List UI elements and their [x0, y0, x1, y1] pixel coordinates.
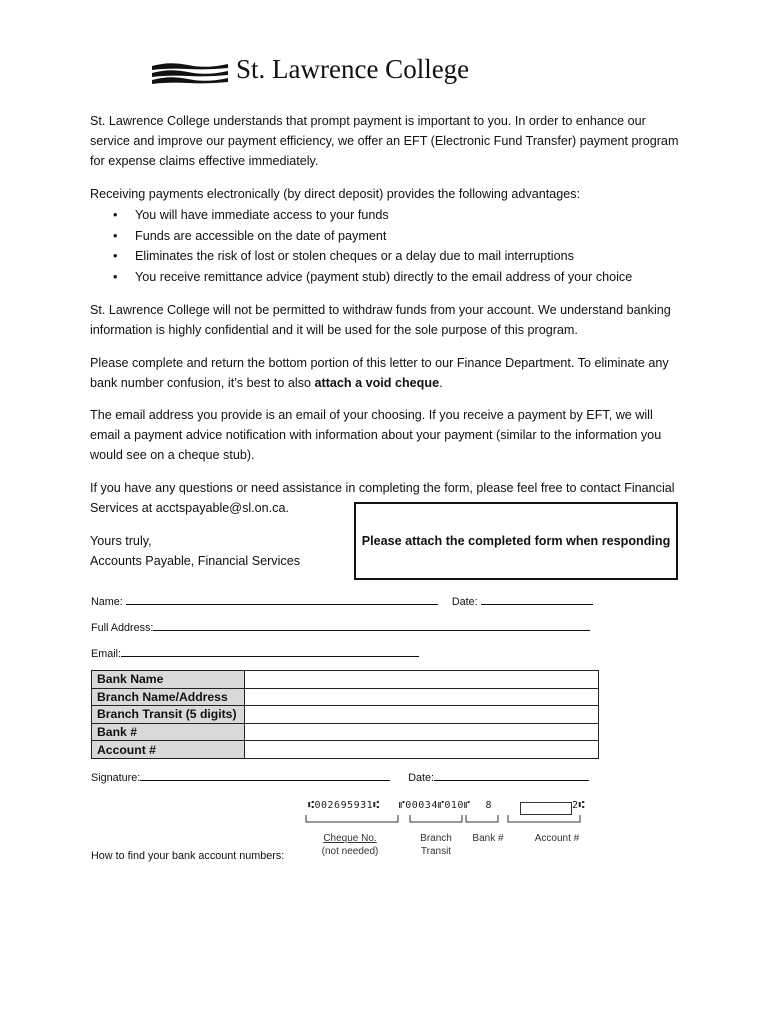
bank-number-input[interactable]: [245, 723, 599, 741]
void-cheque-emphasis: attach a void cheque: [314, 376, 440, 390]
questions-paragraph: If you have any questions or need assistance in completing the form, please feel free to contact Financial Services at acctspayable@sl.on.ca.: [90, 481, 675, 515]
closing: Yours truly,: [90, 534, 152, 548]
address-label: Full Address:: [91, 622, 154, 634]
table-row: [92, 706, 599, 724]
name-row: [91, 593, 593, 608]
micr-bank-number: 010⑈: [444, 800, 471, 811]
instruction-text: Please complete and return the bottom portion of this letter to our Finance Department. To eliminate any bank number confusion, it’s best to also: [90, 356, 669, 390]
confidentiality-paragraph: St. Lawrence College will not be permitted to withdraw funds from your account. We understand banking information is highly confidential and it will be used for the sole purpose of this program.: [90, 303, 671, 337]
table-row: [92, 723, 599, 741]
bank-number-label: Bank #: [92, 723, 245, 741]
micr-line: [308, 800, 492, 811]
branch-label: Branch: [420, 833, 452, 844]
branch-address-label: Branch Name/Address: [92, 688, 245, 706]
micr-account-start: 8: [485, 800, 493, 811]
table-row: [92, 688, 599, 706]
micr-cheque-number: ⑆002695931⑆: [308, 800, 380, 811]
transit-label: Transit: [420, 846, 452, 857]
name-field[interactable]: [126, 593, 438, 605]
signature-label: Signature:: [91, 772, 141, 784]
not-needed-label: (not needed): [321, 846, 379, 857]
micr-transit-number: ⑈00034⑈: [398, 800, 445, 811]
table-row: [92, 741, 599, 759]
table-row: [92, 671, 599, 689]
account-number-label: Account #: [92, 741, 245, 759]
cheque-no-label: Cheque No.: [323, 833, 377, 844]
date-label: Date:: [451, 596, 478, 608]
account-number-caption: Account #: [534, 833, 580, 844]
branch-transit-label: Branch Transit (5 digits): [92, 706, 245, 724]
email-field[interactable]: [121, 645, 419, 657]
intro-paragraph: St. Lawrence College understands that prompt payment is important to you. In order to enhance our service and improve our payment efficiency, we offer an EFT (Electronic Fund Transfer) payment program for expense claims effective immediately.: [90, 114, 679, 168]
name-label: Name:: [91, 596, 123, 608]
branch-address-input[interactable]: [245, 688, 599, 706]
college-name: St. Lawrence College: [236, 54, 470, 84]
account-number-input[interactable]: [245, 741, 599, 759]
branch-transit-caption: [408, 832, 464, 858]
signature-date-label: Date:: [408, 772, 435, 784]
instruction-end: .: [439, 376, 443, 390]
micr-account-end: 2⑆: [572, 800, 586, 811]
cheque-brackets-icon: [300, 812, 590, 828]
bank-name-label: Bank Name: [92, 671, 245, 689]
list-item: • You will have immediate access to your funds: [90, 205, 632, 226]
list-item: • Funds are accessible on the date of payment: [90, 226, 632, 247]
signature-field[interactable]: [140, 769, 390, 781]
date-field[interactable]: [481, 593, 593, 605]
instruction-paragraph: [90, 353, 680, 393]
advantages-list: [90, 205, 632, 288]
branch-transit-input[interactable]: [245, 706, 599, 724]
bank-info-table: [91, 670, 599, 759]
how-to-find-label: How to find your bank account numbers:: [91, 850, 285, 862]
email-info-paragraph: The email address you provide is an email of your choosing. If you receive a payment by EFT, we will email a payment advice notification with information about your payment (similar to the information you would see on a cheque stub).: [90, 408, 662, 462]
address-row: [91, 619, 590, 634]
address-field[interactable]: [153, 619, 590, 631]
signature-row: [91, 769, 589, 784]
bank-name-input[interactable]: [245, 671, 599, 689]
college-wave-icon: [150, 60, 230, 84]
attach-form-callout: Please attach the completed form when responding: [354, 502, 678, 580]
list-item: • Eliminates the risk of lost or stolen cheques or a delay due to mail interruptions: [90, 246, 632, 267]
advantages-intro: Receiving payments electronically (by direct deposit) provides the following advantages:: [90, 187, 581, 201]
email-row: [91, 645, 419, 660]
signature-date-field[interactable]: [434, 769, 589, 781]
email-label: Email:: [91, 648, 121, 660]
signatory: Accounts Payable, Financial Services: [90, 554, 300, 568]
bank-number-caption: Bank #: [472, 833, 504, 844]
cheque-number-caption: [310, 832, 390, 858]
list-item: • You receive remittance advice (payment stub) directly to the email address of your choice: [90, 267, 632, 288]
